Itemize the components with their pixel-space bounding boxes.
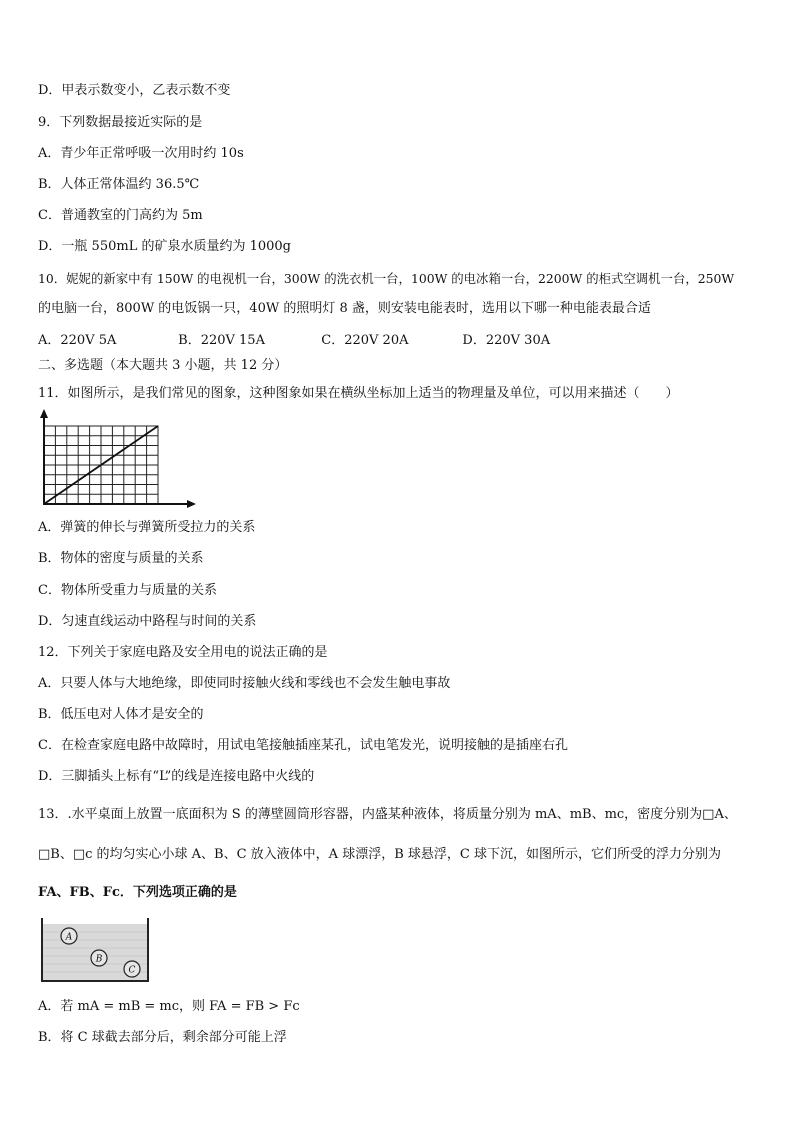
q13-ball-c-label: C	[128, 965, 136, 976]
q13-option-a: A．若 mA = mB = mc，则 FA = FB > Fc	[38, 999, 300, 1014]
q13-stem-line2: □B、□c 的均匀实心小球 A、B、C 放入液体中，A 球漂浮，B 球悬浮，C 球下沉，如图所示，它们所受的浮力分别为	[38, 847, 721, 862]
q11-stem: 11．如图所示，是我们常见的图象，这种图象如果在横纵坐标加上适当的物理量及单位，可以用来描述（ ）	[38, 386, 679, 401]
q12-option-a: A．只要人体与大地绝缘，即使同时接触火线和零线也不会发生触电事故	[38, 676, 451, 691]
q9-option-b: B．人体正常体温约 36.5℃	[38, 177, 200, 192]
q13-container-figure	[38, 918, 154, 984]
q9-option-d: D．一瓶 550mL 的矿泉水质量约为 1000g	[38, 239, 291, 254]
q11-y-arrow	[40, 409, 48, 418]
q11-option-c: C．物体所受重力与质量的关系	[38, 583, 217, 598]
q13-ball-b-label: B	[95, 954, 103, 965]
q11-option-b: B．物体的密度与质量的关系	[38, 551, 204, 566]
q10-stem-line1: 10．妮妮的新家中有 150W 的电视机一台，300W 的洗衣机一台，100W 的电冰箱一台，2200W 的柜式空调机一台，250W	[38, 271, 735, 286]
q8-option-d: D．甲表示数变小，乙表示数不变	[38, 83, 231, 98]
q13-option-b: B．将 C 球截去部分后，剩余部分可能上浮	[38, 1030, 287, 1045]
q9-stem: 9．下列数据最接近实际的是	[38, 115, 203, 130]
q10-option-b: B．220V 15A	[178, 333, 265, 348]
q10-options	[38, 332, 550, 350]
q13-stem-line1: 13．.水平桌面上放置一底面积为 S 的薄壁圆筒形容器，内盛某种液体，将质量分别为 mA、mB、mc，密度分别为□A、	[38, 807, 737, 822]
q11-option-d: D．匀速直线运动中路程与时间的关系	[38, 614, 257, 629]
q11-option-a: A．弹簧的伸长与弹簧所受拉力的关系	[38, 520, 256, 535]
q12-stem: 12．下列关于家庭电路及安全用电的说法正确的是	[38, 645, 328, 660]
q11-graph-figure	[36, 408, 202, 512]
q9-option-c: C．普通教室的门高约为 5m	[38, 208, 203, 223]
section-heading: 二、多选题（本大题共 3 小题，共 12 分）	[38, 358, 288, 373]
q13-stem-line3: FA、FB、Fc．下列选项正确的是	[38, 885, 237, 900]
q10-option-c: C．220V 20A	[321, 333, 409, 348]
q13-ball-a-label: A	[65, 932, 73, 943]
q9-option-a: A．青少年正常呼吸一次用时约 10s	[38, 146, 244, 161]
q10-option-d: D．220V 30A	[462, 333, 551, 348]
q10-option-a: A．220V 5A	[38, 333, 117, 348]
q11-x-arrow	[187, 500, 196, 508]
q12-option-d: D．三脚插头上标有“L”的线是连接电路中火线的	[38, 769, 315, 784]
q10-stem-line2: 的电脑一台，800W 的电饭锅一只，40W 的照明灯 8 盏，则安装电能表时，选用以下哪一种电能表最合适	[38, 301, 651, 316]
q12-option-c: C．在检查家庭电路中故障时，用试电笔接触插座某孔，试电笔发光，说明接触的是插座右孔	[38, 738, 568, 753]
q12-option-b: B．低压电对人体才是安全的	[38, 707, 204, 722]
